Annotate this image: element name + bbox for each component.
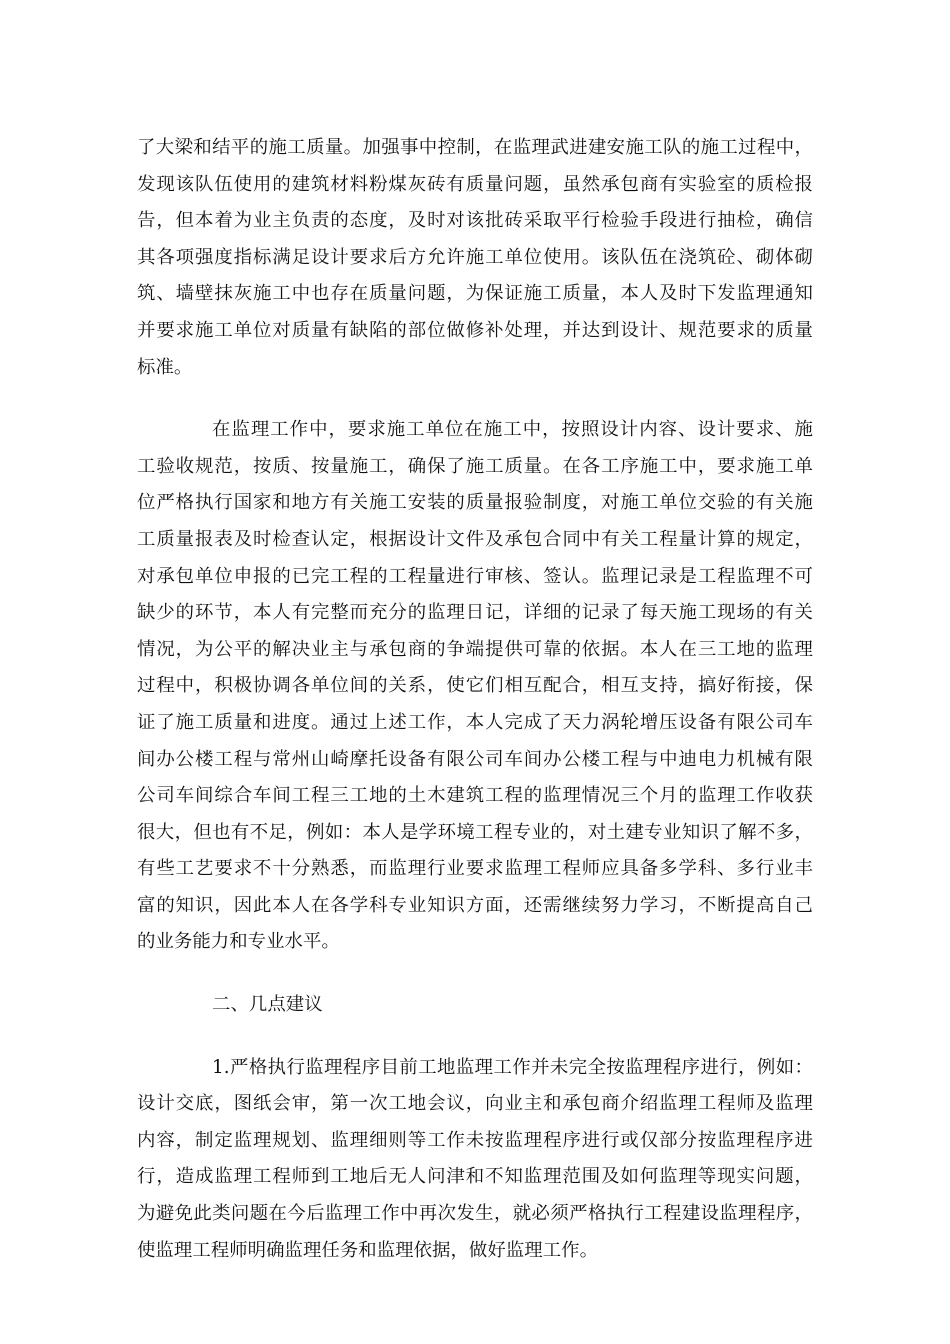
text-line: 证了施工质量和进度。通过上述工作，本人完成了天力涡轮增压设备有限公司车 [137,711,813,733]
text-line: 告，但本着为业主负责的态度，及时对该批砖采取平行检验手段进行抽检，确信 [137,210,813,232]
text-line: 位严格执行国家和地方有关施工安装的质量报验制度，对施工单位交验的有关施 [137,492,813,514]
text-line: 过程中，积极协调各单位间的关系，使它们相互配合，相互支持，搞好衔接，保 [137,675,813,697]
paragraph-gap [137,961,813,987]
text-line: 了大梁和结平的施工质量。加强事中控制，在监理武进建安施工队的施工过程中， [137,137,813,158]
paragraph-supervision-work [137,412,813,961]
text-line: 其各项强度指标满足设计要求后方允许施工单位使用。该队伍在浇筑砼、砌体砌 [137,246,813,268]
document-body [137,130,813,1269]
text-line: 情况，为公平的解决业主与承包商的争端提供可靠的依据。本人在三工地的监理 [137,638,813,660]
text-line: 很大，但也有不足，例如：本人是学环境工程专业的，对土建专业知识了解不多， [137,821,813,843]
text-line: 公司车间综合车间工程三工地的土木建筑工程的监理情况三个月的监理工作收获 [137,785,813,807]
text-line: 间办公楼工程与常州山崎摩托设备有限公司车间办公楼工程与中迪电力机械有限 [137,748,813,770]
paragraph-gap [137,1024,813,1050]
heading-text: 二、几点建议 [212,994,323,1016]
text-line: 缺少的环节，本人有完整而充分的监理日记，详细的记录了每天施工现场的有关 [137,602,813,624]
paragraph-quality-control [137,130,813,386]
section-heading [137,987,813,1024]
text-line: 1.严格执行监理程序目前工地监理工作并未完全按监理程序进行，例如： [212,1056,813,1078]
text-line: 标准。 [137,356,193,378]
text-line: 对承包单位申报的已完工程的工程量进行审核、签认。监理记录是工程监理不可 [137,565,813,587]
text-line: 的业务能力和专业水平。 [137,931,340,953]
text-line: 有些工艺要求不十分熟悉，而监理行业要求监理工程师应具备多学科、多行业丰 [137,858,813,880]
text-line: 筑、墙壁抹灰施工中也存在质量问题，为保证施工质量，本人及时下发监理通知 [137,283,813,305]
text-line: 行，造成监理工程师到工地后无人问津和不知监理范围及如何监理等现实问题， [137,1166,813,1188]
text-line: 为避免此类问题在今后监理工作中再次发生，就必须严格执行工程建设监理程序， [137,1203,813,1225]
text-line: 在监理工作中，要求施工单位在施工中，按照设计内容、设计要求、施 [212,419,813,441]
text-line: 使监理工程师明确监理任务和监理依据，做好监理工作。 [137,1239,599,1261]
text-line: 工验收规范，按质、按量施工，确保了施工质量。在各工序施工中，要求施工单 [137,455,813,477]
text-line: 内容，制定监理规划、监理细则等工作未按监理程序进行或仅部分按监理程序进 [137,1129,813,1151]
text-line: 并要求施工单位对质量有缺陷的部位做修补处理，并达到设计、规范要求的质量 [137,319,813,341]
text-line: 设计交底，图纸会审，第一次工地会议，向业主和承包商介绍监理工程师及监理 [137,1093,813,1115]
text-line: 发现该队伍使用的建筑材料粉煤灰砖有质量问题，虽然承包商有实验室的质检报 [137,173,813,195]
paragraph-gap [137,386,813,412]
paragraph-suggestion-1 [137,1050,813,1270]
text-line: 工质量报表及时检查认定，根据设计文件及承包合同中有关工程量计算的规定， [137,528,813,550]
text-line: 富的知识，因此本人在各学科专业知识方面，还需继续努力学习，不断提高自己 [137,894,813,916]
